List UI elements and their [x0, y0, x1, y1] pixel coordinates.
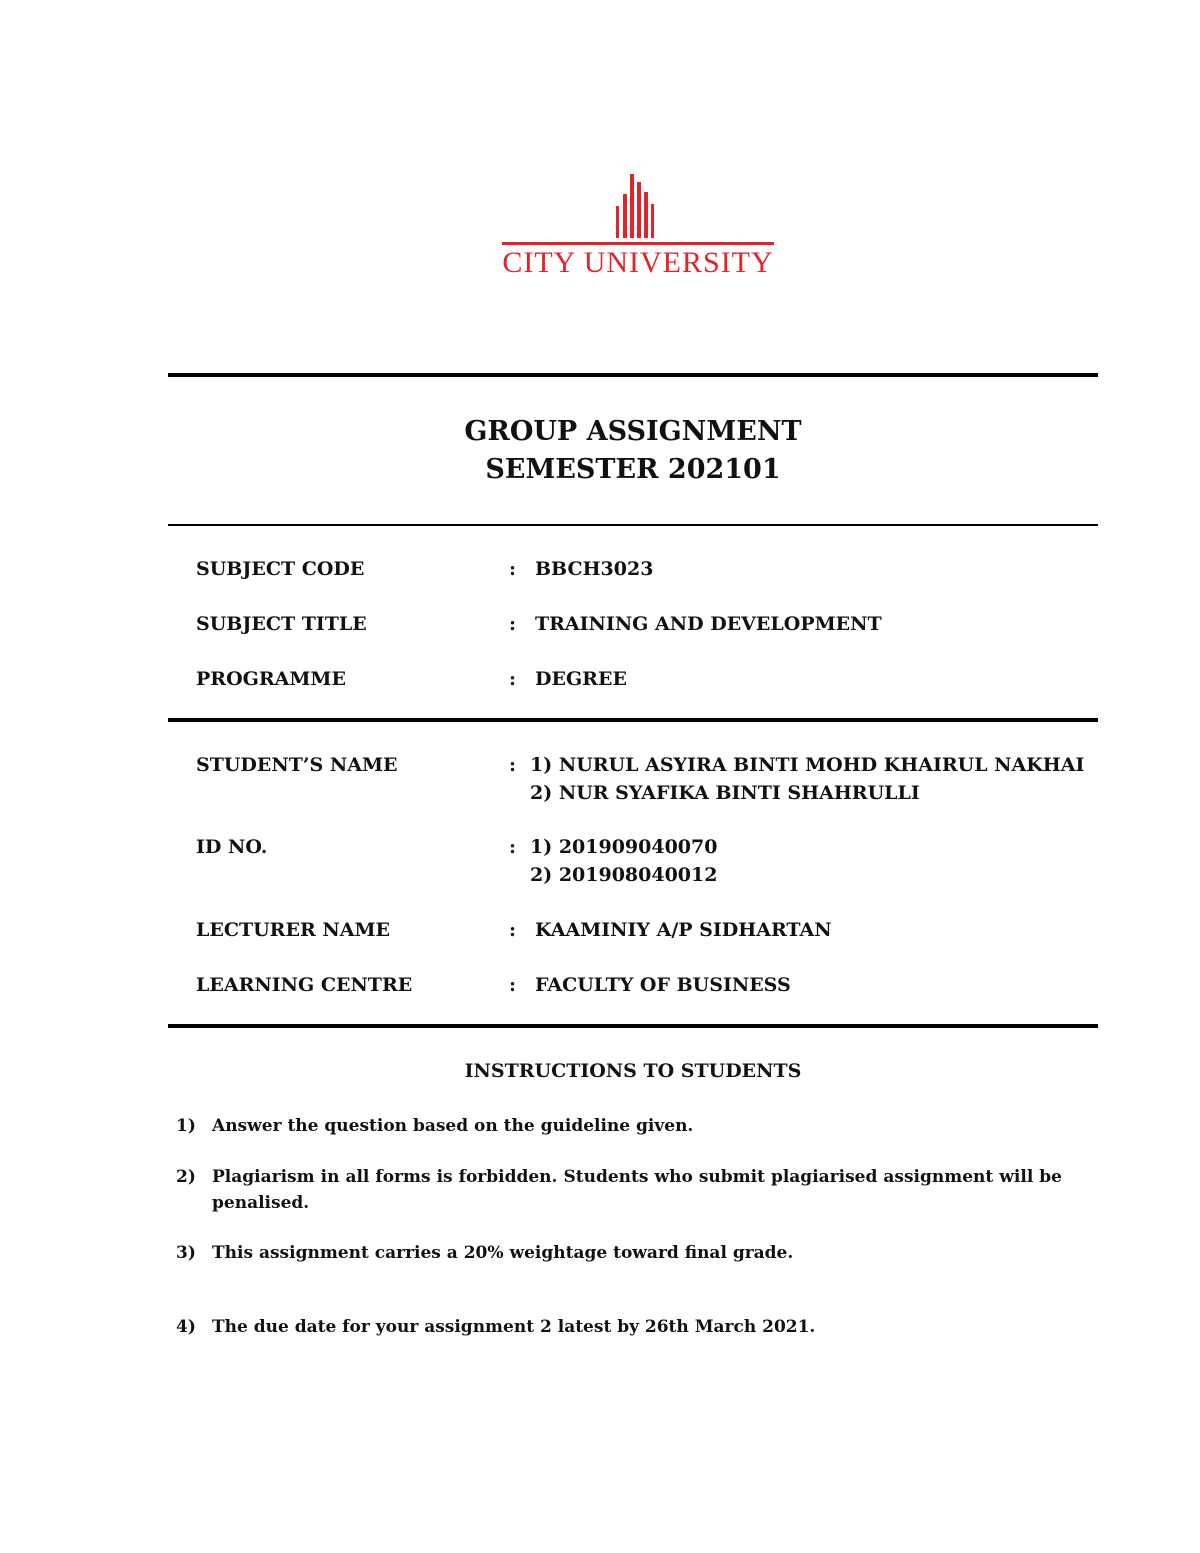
- assignment-title: GROUP ASSIGNMENT: [464, 416, 802, 447]
- learning-centre-label: LEARNING CENTRE: [196, 974, 413, 996]
- semester-title: SEMESTER 202101: [485, 454, 781, 485]
- instruction-text: Plagiarism in all forms is forbidden. Students who submit plagiarised assignment will be penalised.: [212, 1167, 1062, 1213]
- instruction-text: The due date for your assignment 2 latest by 26th March 2021.: [212, 1317, 816, 1337]
- separator-colon: :: [509, 754, 517, 776]
- separator-colon: :: [509, 558, 517, 580]
- lecturer-label: LECTURER NAME: [196, 919, 390, 941]
- learning-centre-value: FACULTY OF BUSINESS: [535, 974, 791, 996]
- subject-rule: [168, 718, 1098, 722]
- separator-colon: :: [509, 836, 517, 858]
- student-name-label: STUDENT’S NAME: [196, 754, 398, 776]
- instruction-text: Answer the question based on the guideline given.: [212, 1116, 694, 1136]
- university-logo: [500, 170, 776, 282]
- student-id-1: 1) 201909040070: [530, 836, 718, 858]
- student-name-2: 2) NUR SYAFIKA BINTI SHAHRULLI: [530, 782, 920, 804]
- separator-colon: :: [509, 668, 517, 690]
- subject-code-label: SUBJECT CODE: [196, 558, 365, 580]
- title-rule: [168, 524, 1098, 526]
- instruction-text: This assignment carries a 20% weightage toward final grade.: [212, 1243, 794, 1263]
- instruction-number: 1): [176, 1116, 196, 1136]
- building-towers-icon: [500, 170, 776, 246]
- logo-wordmark: CITY UNIVERSITY: [502, 246, 774, 279]
- instructions-heading: INSTRUCTIONS TO STUDENTS: [464, 1060, 802, 1082]
- id-label: ID NO.: [196, 836, 268, 858]
- instruction-number: 3): [176, 1243, 196, 1263]
- instruction-number: 2): [176, 1167, 196, 1187]
- student-id-2: 2) 201908040012: [530, 864, 718, 886]
- separator-colon: :: [509, 919, 517, 941]
- subject-title-value: TRAINING AND DEVELOPMENT: [535, 613, 882, 635]
- lecturer-value: KAAMINIY A/P SIDHARTAN: [535, 919, 832, 941]
- student-name-1: 1) NURUL ASYIRA BINTI MOHD KHAIRUL NAKHAI: [530, 754, 1085, 776]
- instruction-number: 4): [176, 1317, 196, 1337]
- top-rule: [168, 373, 1098, 377]
- separator-colon: :: [509, 974, 517, 996]
- subject-code-value: BBCH3023: [535, 558, 654, 580]
- separator-colon: :: [509, 613, 517, 635]
- programme-label: PROGRAMME: [196, 668, 346, 690]
- student-rule: [168, 1024, 1098, 1028]
- subject-title-label: SUBJECT TITLE: [196, 613, 367, 635]
- programme-value: DEGREE: [535, 668, 627, 690]
